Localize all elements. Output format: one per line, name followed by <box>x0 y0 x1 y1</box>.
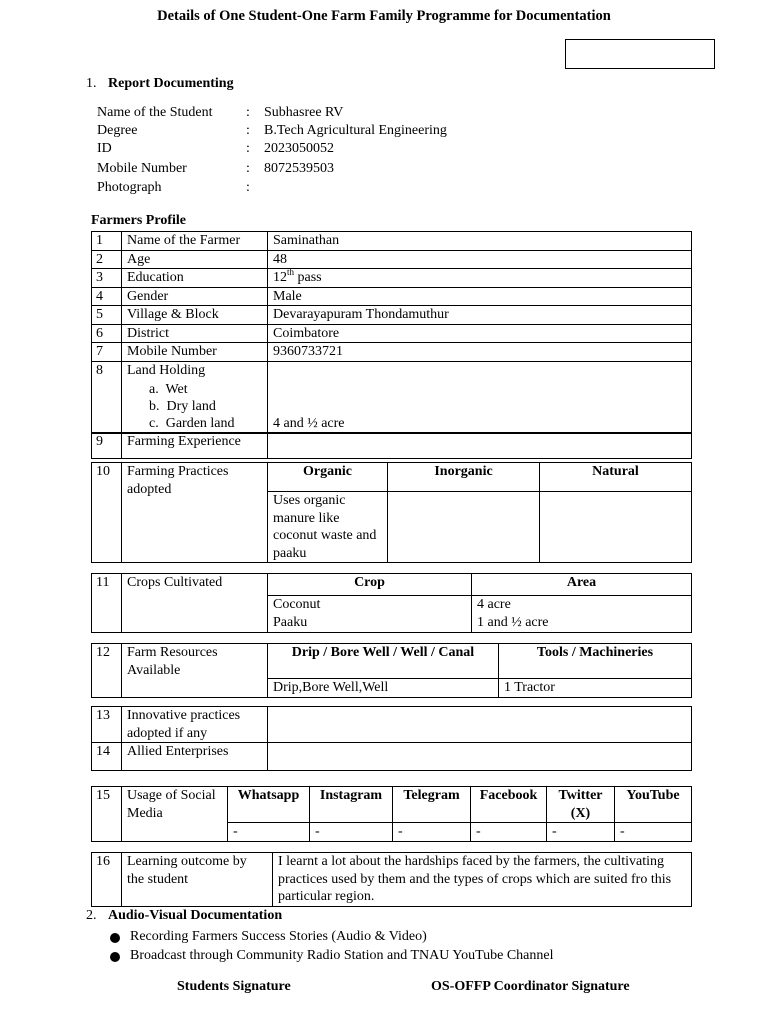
row-number: 8 <box>92 361 122 433</box>
social-media-table <box>91 786 692 842</box>
crop-cell <box>268 596 472 633</box>
row-number: 2 <box>92 250 122 269</box>
student-signature-label: Students Signature <box>177 979 291 994</box>
natural-value <box>540 492 692 563</box>
education-value <box>268 269 692 288</box>
table-row <box>92 306 692 325</box>
coordinator-signature-label: OS-OFFP Coordinator Signature <box>431 979 630 994</box>
learning-outcome-table <box>91 852 692 907</box>
land-holding-label: Land Holding <box>127 362 206 378</box>
degree-label: Degree <box>97 123 138 138</box>
row-number: 13 <box>92 707 122 743</box>
section-1-number: 1. <box>86 76 97 91</box>
garden-land-value: 4 and ½ acre <box>268 361 692 433</box>
table-row <box>92 324 692 343</box>
section-2-number: 2. <box>86 908 97 923</box>
crops-table <box>91 573 692 633</box>
land-holding-row <box>92 361 692 433</box>
row-number: 14 <box>92 743 122 771</box>
row-value: 9360733721 <box>268 343 692 362</box>
education-number: 12 <box>273 270 287 285</box>
experience-table <box>91 432 692 459</box>
column-header: YouTube <box>615 787 692 823</box>
learning-outcome-value: I learnt a lot about the hardships faced by the farmers, the cultivating practices used by them and the types of crops which are suited fro this particular region. <box>273 853 692 907</box>
row-number: 3 <box>92 269 122 288</box>
row-value <box>268 433 692 459</box>
crop-area: 4 acre <box>477 597 511 612</box>
colon: : <box>246 105 250 120</box>
twitter-value: - <box>547 823 615 842</box>
education-suffix: pass <box>294 270 322 285</box>
section-2-heading: Audio-Visual Documentation <box>108 908 283 923</box>
row-label: Crops Cultivated <box>122 574 268 633</box>
row-label: Education <box>122 269 268 288</box>
table-row <box>92 787 692 823</box>
student-mobile-value: 8072539503 <box>264 161 334 176</box>
table-row <box>92 433 692 459</box>
colon: : <box>246 180 250 195</box>
bullet-icon <box>110 952 120 962</box>
table-row <box>92 853 692 907</box>
innovative-allied-table <box>91 706 692 771</box>
row-number: 10 <box>92 463 122 563</box>
facebook-value: - <box>471 823 547 842</box>
column-header: Area <box>472 574 692 596</box>
row-label: Mobile Number <box>122 343 268 362</box>
list-item: c. Garden land <box>149 415 235 431</box>
row-value: Saminathan <box>268 232 692 251</box>
row-label: Village & Block <box>122 306 268 325</box>
column-header: Whatsapp <box>228 787 310 823</box>
page-title: Details of One Student-One Farm Family Programme for Documentation <box>157 8 611 24</box>
column-header: Natural <box>540 463 692 492</box>
row-label: Gender <box>122 287 268 306</box>
farmers-profile-heading: Farmers Profile <box>91 213 186 228</box>
row-number: 9 <box>92 433 122 459</box>
crop-name: Coconut <box>273 597 321 612</box>
land-holding-cell <box>122 361 268 433</box>
farming-practices-table <box>91 462 692 563</box>
row-number: 11 <box>92 574 122 633</box>
instagram-value: - <box>310 823 393 842</box>
column-header: Telegram <box>393 787 471 823</box>
crop-area: 1 and ½ acre <box>477 614 549 630</box>
row-value: Male <box>268 287 692 306</box>
row-number: 1 <box>92 232 122 251</box>
crop-name: Paaku <box>273 614 308 630</box>
column-header: Inorganic <box>388 463 540 492</box>
area-cell <box>472 596 692 633</box>
table-row <box>92 287 692 306</box>
row-value <box>268 707 692 743</box>
colon: : <box>246 161 250 176</box>
list-item: a. Wet <box>149 381 188 397</box>
row-value: 48 <box>268 250 692 269</box>
colon: : <box>246 123 250 138</box>
table-row <box>92 269 692 288</box>
row-number: 15 <box>92 787 122 842</box>
column-header: Facebook <box>471 787 547 823</box>
column-header: Tools / Machineries <box>499 644 692 679</box>
education-ordinal: th <box>287 268 295 277</box>
bullet-icon <box>110 933 120 943</box>
farm-resources-table <box>91 643 692 698</box>
degree-value: B.Tech Agricultural Engineering <box>264 123 447 138</box>
column-header: Twitter (X) <box>547 787 615 823</box>
telegram-value: - <box>393 823 471 842</box>
column-header: Drip / Bore Well / Well / Canal <box>268 644 499 679</box>
column-header: Crop <box>268 574 472 596</box>
row-number: 6 <box>92 324 122 343</box>
table-row <box>92 232 692 251</box>
youtube-value: - <box>615 823 692 842</box>
bullet-text: Recording Farmers Success Stories (Audio & Video) <box>130 929 427 944</box>
table-row <box>92 463 692 492</box>
row-label: Usage of Social Media <box>122 787 228 842</box>
list-item: b. Dry land <box>149 398 216 414</box>
student-mobile-label: Mobile Number <box>97 161 187 176</box>
table-row <box>92 743 692 771</box>
row-number: 16 <box>92 853 122 907</box>
row-number: 7 <box>92 343 122 362</box>
table-row <box>92 250 692 269</box>
id-value: 2023050052 <box>264 141 334 156</box>
row-value <box>268 743 692 771</box>
row-number: 5 <box>92 306 122 325</box>
photograph-label: Photograph <box>97 180 162 195</box>
photo-box <box>565 39 715 69</box>
table-row <box>92 343 692 362</box>
row-label: Learning outcome by the student <box>122 853 273 907</box>
land-holding-list <box>127 381 262 432</box>
section-1-heading: Report Documenting <box>108 76 234 91</box>
column-header: Instagram <box>310 787 393 823</box>
farmers-profile-table <box>91 231 692 434</box>
water-source-value: Drip,Bore Well,Well <box>268 679 499 698</box>
row-label: District <box>122 324 268 343</box>
student-name-value: Subhasree RV <box>264 105 344 120</box>
bullet-text: Broadcast through Community Radio Station and TNAU YouTube Channel <box>130 948 554 963</box>
row-number: 12 <box>92 644 122 698</box>
row-label: Farm Resources Available <box>122 644 268 698</box>
row-label: Farming Experience <box>122 433 268 459</box>
colon: : <box>246 141 250 156</box>
organic-value: Uses organic manure like coconut waste and paaku <box>268 492 388 563</box>
table-row <box>92 644 692 679</box>
row-label: Farming Practices adopted <box>122 463 268 563</box>
row-label: Innovative practices adopted if any <box>122 707 268 743</box>
row-value: Devarayapuram Thondamuthur <box>268 306 692 325</box>
student-name-label: Name of the Student <box>97 105 213 120</box>
column-header: Organic <box>268 463 388 492</box>
row-label: Age <box>122 250 268 269</box>
row-label: Name of the Farmer <box>122 232 268 251</box>
table-row <box>92 707 692 743</box>
id-label: ID <box>97 141 112 156</box>
row-value: Coimbatore <box>268 324 692 343</box>
table-row <box>92 574 692 596</box>
whatsapp-value: - <box>228 823 310 842</box>
inorganic-value <box>388 492 540 563</box>
tools-value: 1 Tractor <box>499 679 692 698</box>
row-label: Allied Enterprises <box>122 743 268 771</box>
row-number: 4 <box>92 287 122 306</box>
